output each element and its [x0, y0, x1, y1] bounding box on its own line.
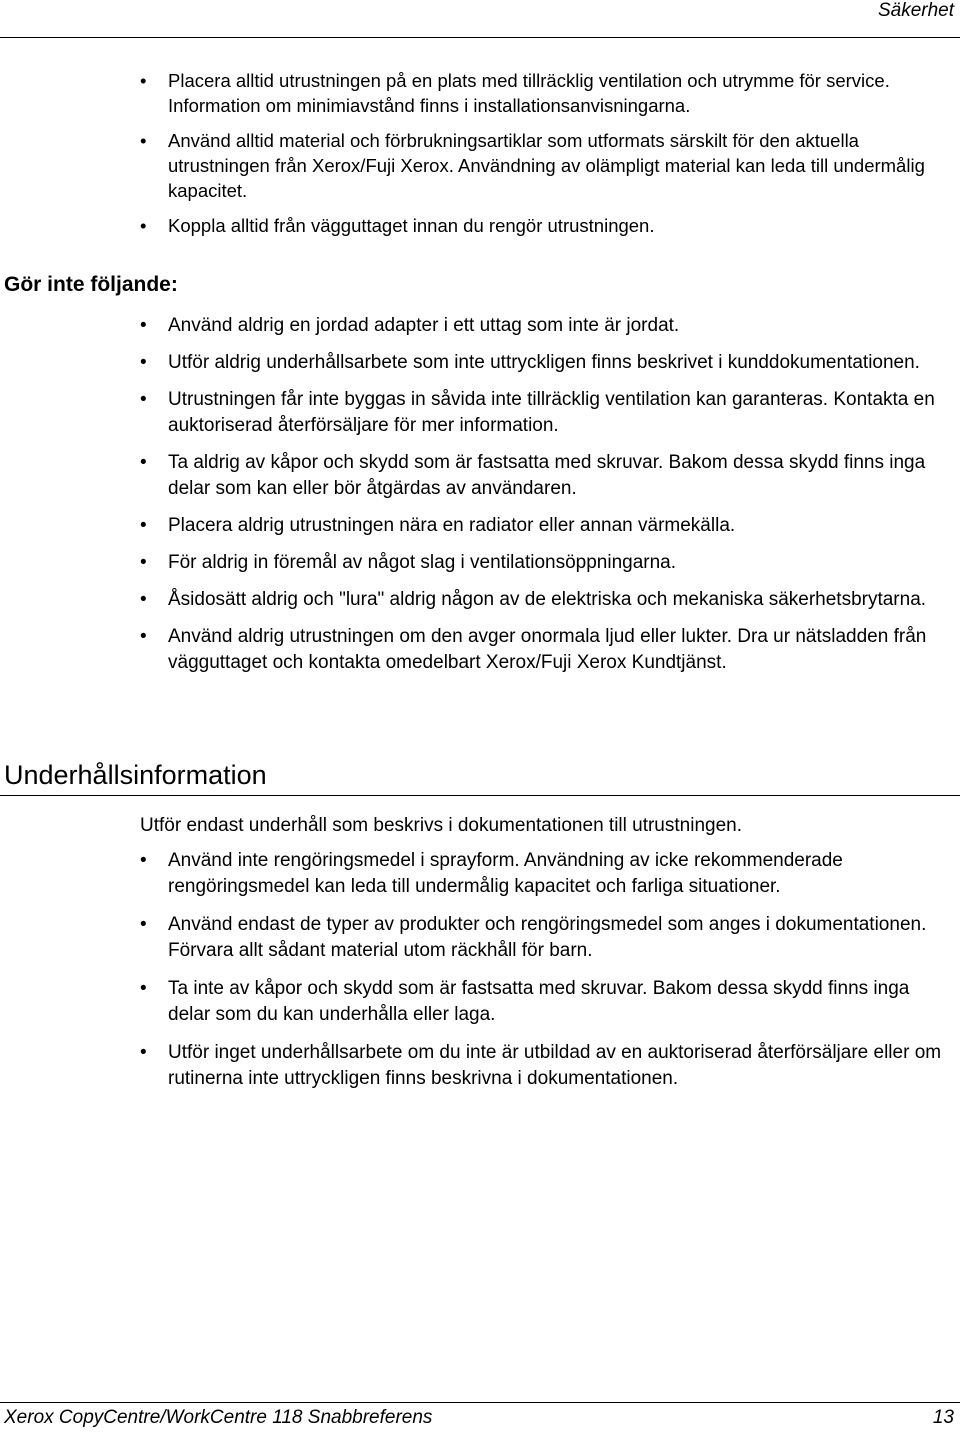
maintenance-bullet-list	[140, 848, 954, 1104]
list-item-text: Ta inte av kåpor och skydd som är fastsatta med skruvar. Bakom dessa skydd finns inga delar som du kan underhålla eller laga.	[168, 978, 910, 1025]
list-item	[140, 313, 954, 339]
bullet-icon: •	[140, 1042, 147, 1063]
top-bullet-list	[140, 68, 954, 248]
bullet-icon: •	[140, 389, 147, 410]
list-item	[140, 450, 954, 502]
header-rule	[0, 37, 960, 38]
bullet-icon: •	[140, 70, 147, 91]
section-rule	[0, 795, 960, 796]
list-item-text: Använd aldrig en jordad adapter i ett uttag som inte är jordat.	[168, 315, 680, 336]
page-number: 13	[932, 1407, 954, 1428]
list-item	[140, 587, 954, 613]
bullet-icon: •	[140, 515, 147, 536]
list-item-text: Koppla alltid från vägguttaget innan du rengör utrustningen.	[168, 215, 655, 236]
list-item-text: Använd aldrig utrustningen om den avger onormala ljud eller lukter. Dra ur nätsladden från vägguttaget och kontakta omedelbart Xerox/Fuji Xerox Kundtjänst.	[168, 626, 927, 673]
list-item-text: Utför aldrig underhållsarbete som inte uttryckligen finns beskrivet i kunddokumentationen.	[168, 352, 920, 373]
list-item	[140, 624, 954, 676]
list-item-text: Placera aldrig utrustningen nära en radiator eller annan värmekälla.	[168, 515, 736, 536]
list-item	[140, 1040, 954, 1092]
bullet-icon: •	[140, 589, 147, 610]
list-item-text: Använd alltid material och förbrukningsartiklar som utformats särskilt för den aktuella utrustningen från Xerox/Fuji Xerox. Användning av olämpligt material kan leda till undermålig kapacitet.	[168, 130, 925, 201]
list-item-text: Använd endast de typer av produkter och rengöringsmedel som anges i dokumentationen. Förvara allt sådant material utom räckhåll för barn.	[168, 914, 927, 961]
bullet-icon: •	[140, 452, 147, 473]
bullet-icon: •	[140, 215, 147, 236]
dont-bullet-list	[140, 313, 954, 687]
bullet-icon: •	[140, 626, 147, 647]
list-item-text: För aldrig in föremål av något slag i ventilationsöppningarna.	[168, 552, 677, 573]
maintenance-intro: Utför endast underhåll som beskrivs i dokumentationen till utrustningen.	[140, 815, 742, 836]
list-item-text: Ta aldrig av kåpor och skydd som är fastsatta med skruvar. Bakom dessa skydd finns inga delar som kan eller bör åtgärdas av användaren.	[168, 452, 926, 499]
bullet-icon: •	[140, 850, 147, 871]
list-item	[140, 68, 954, 118]
footer-rule	[0, 1402, 960, 1403]
list-item-text: Använd inte rengöringsmedel i sprayform. Användning av icke rekommenderade rengöringsmedel kan leda till undermålig kapacitet och farliga situationer.	[168, 850, 843, 897]
running-head: Säkerhet	[877, 0, 954, 21]
bullet-icon: •	[140, 352, 147, 373]
list-item-text: Utrustningen får inte byggas in såvida inte tillräcklig ventilation kan garanteras. Kontakta en auktoriserad återförsäljare för mer information.	[168, 389, 935, 436]
list-item	[140, 387, 954, 439]
maintenance-section-title: Underhållsinformation	[4, 760, 267, 790]
list-item	[140, 350, 954, 376]
list-item	[140, 976, 954, 1028]
bullet-icon: •	[140, 130, 147, 151]
bullet-icon: •	[140, 315, 147, 336]
footer-document-title: Xerox CopyCentre/WorkCentre 118 Snabbreferens	[4, 1407, 433, 1428]
bullet-icon: •	[140, 552, 147, 573]
list-item	[140, 513, 954, 539]
list-item	[140, 213, 954, 238]
list-item-text: Placera alltid utrustningen på en plats med tillräcklig ventilation och utrymme för service. Information om minimiavstånd finns i installationsanvisningarna.	[168, 70, 890, 116]
list-item	[140, 912, 954, 964]
list-item-text: Åsidosätt aldrig och "lura" aldrig någon av de elektriska och mekaniska säkerhetsbrytarna.	[168, 589, 927, 610]
list-item-text: Utför inget underhållsarbete om du inte är utbildad av en auktoriserad återförsäljare eller om rutinerna inte uttryckligen finns beskrivna i dokumentationen.	[168, 1042, 942, 1089]
bullet-icon: •	[140, 978, 147, 999]
bullet-icon: •	[140, 914, 147, 935]
list-item	[140, 128, 954, 203]
dont-heading: Gör inte följande:	[4, 273, 178, 296]
list-item	[140, 550, 954, 576]
list-item	[140, 848, 954, 900]
